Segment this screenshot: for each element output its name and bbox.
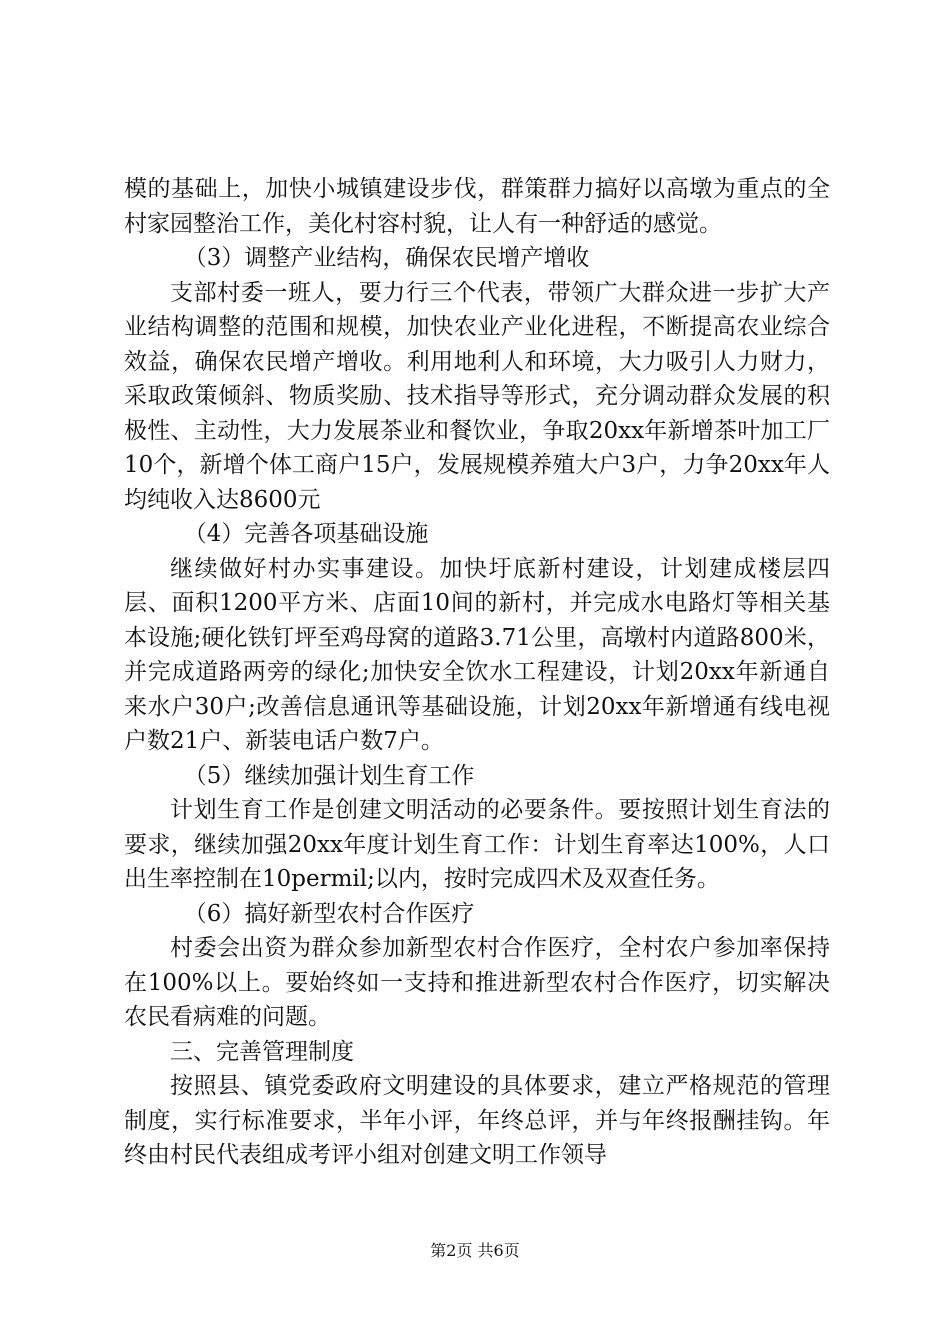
section-heading-management: 三、完善管理制度: [170, 1038, 354, 1065]
section-heading-5: （5）继续加强计划生育工作: [183, 762, 475, 789]
paragraph-industry: 支部村委一班人，要力行三个代表，带领广大群众进一步扩大产业结构调整的范围和规模，加快农业产业化进程，不断提高农业综合效益，确保农民增产增收。利用地利人和环境，大力吸引人力财力，采取政策倾斜、物质奖励、技术指导等形式，充分调动群众发展的积极性、主动性，大力发展茶业和餐饮业，争取20xx年新增茶叶加工厂10个，新增个体工商户15户，发展规模养殖大户3户，力争20xx年人均纯收入达8600元: [124, 279, 830, 513]
paragraph-management: 按照县、镇党委政府文明建设的具体要求，建立严格规范的管理制度，实行标准要求，半年小评，年终总评，并与年终报酬挂钩。年终由村民代表组成考评小组对创建文明工作领导: [124, 1073, 830, 1168]
page-footer: 第2页 共6页: [430, 1241, 520, 1260]
section-heading-3: （3）调整产业结构，确保农民增产增收: [183, 245, 590, 271]
section-heading-4: （4）完善各项基础设施: [183, 521, 429, 547]
paragraph-family-planning: 计划生育工作是创建文明活动的必要条件。要按照计划生育法的要求，继续加强20xx年度计划生育工作：计划生育率达100%，人口出生率控制在10permil;以内，按时完成四术及双查任务。: [124, 797, 830, 892]
paragraph-continuation: 模的基础上，加快小城镇建设步伐，群策群力搞好以高墩为重点的全村家园整治工作，美化村容村貌，让人有一种舒适的感觉。: [124, 176, 830, 237]
document-body: [124, 172, 830, 1173]
section-heading-6: （6）搞好新型农村合作医疗: [183, 900, 475, 927]
paragraph-infrastructure: 继续做好村办实事建设。加快圩底新村建设，计划建成楼层四层、面积1200平方米、店面10间的新村，并完成水电路灯等相关基本设施;硬化铁钉坪至鸡母窝的道路3.71公里，高墩村内道路800米，并完成道路两旁的绿化;加快安全饮水工程建设，计划20xx年新通自来水户30户;改善信息通讯等基础设施，计划20xx年新增通有线电视户数21户、新装电话户数7户。: [124, 555, 830, 754]
paragraph-medical: 村委会出资为群众参加新型农村合作医疗，全村农户参加率保持在100%以上。要始终如一支持和推进新型农村合作医疗，切实解决农民看病难的问题。: [124, 935, 830, 1030]
